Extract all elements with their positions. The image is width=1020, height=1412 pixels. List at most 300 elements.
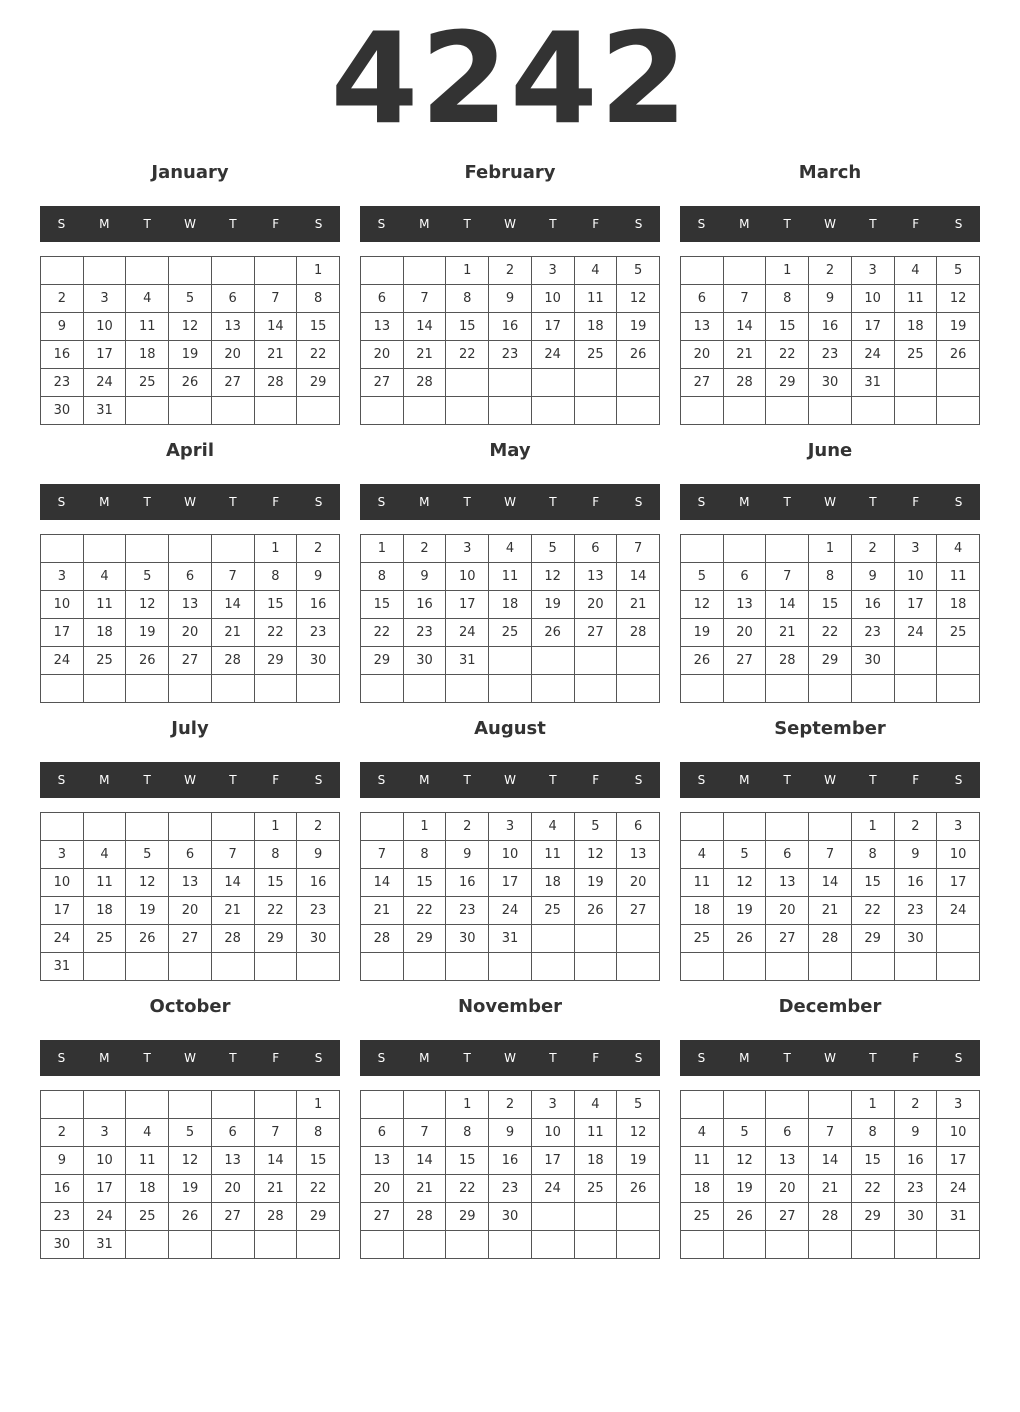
weekday-label: S [377,495,386,509]
day-cell: 26 [937,341,980,369]
day-cell: 3 [41,563,84,591]
day-cell: 4 [574,1091,617,1119]
day-cell: 29 [254,925,297,953]
week-row [41,285,340,313]
day-cell: 25 [574,1175,617,1203]
day-cell: 13 [723,591,766,619]
day-cell: 23 [894,897,937,925]
day-cell: 20 [211,1175,254,1203]
month-title: October [149,996,231,1017]
day-cell: 24 [83,369,126,397]
day-cell: 24 [531,1175,574,1203]
weekday-label: T [463,217,471,231]
day-cell: 18 [681,1175,724,1203]
day-cell: 3 [83,1119,126,1147]
empty-day-cell [361,1091,404,1119]
day-cell: 9 [809,285,852,313]
empty-day-cell [489,397,532,425]
empty-day-cell [937,647,980,675]
weekday-label: M [99,773,110,787]
empty-day-cell [489,647,532,675]
day-cell: 13 [211,1147,254,1175]
day-cell: 1 [851,813,894,841]
day-cell: 27 [211,1203,254,1231]
day-cell: 17 [851,313,894,341]
empty-day-cell [723,1231,766,1259]
day-cell: 24 [41,647,84,675]
day-cell: 13 [361,1147,404,1175]
day-cell: 21 [766,619,809,647]
day-cell: 15 [851,869,894,897]
day-cell: 12 [126,869,169,897]
day-cell: 8 [254,841,297,869]
day-cell: 26 [723,1203,766,1231]
empty-day-cell [894,675,937,703]
empty-day-cell [723,1091,766,1119]
day-cell: 25 [681,925,724,953]
empty-day-cell [937,397,980,425]
day-cell: 5 [169,1119,212,1147]
day-cell: 18 [937,591,980,619]
day-cell: 4 [894,257,937,285]
day-cell: 3 [894,535,937,563]
day-cell: 16 [403,591,446,619]
week-row [361,1091,660,1119]
week-row [41,563,340,591]
empty-day-cell [254,257,297,285]
day-cell: 28 [617,619,660,647]
day-cell: 20 [766,897,809,925]
day-cell: 10 [531,1119,574,1147]
week-row [361,535,660,563]
day-cell: 17 [41,619,84,647]
weekday-label: T [869,773,877,787]
empty-day-cell [126,953,169,981]
day-cell: 18 [83,619,126,647]
day-cell: 7 [809,841,852,869]
empty-day-cell [211,1231,254,1259]
day-cell: 7 [766,563,809,591]
day-cell: 30 [851,647,894,675]
weekday-label: W [504,773,516,787]
day-cell: 16 [894,869,937,897]
day-cell: 23 [894,1175,937,1203]
weekday-label: M [419,495,430,509]
weekday-header [680,1040,980,1076]
day-cell: 3 [489,813,532,841]
day-cell: 8 [297,1119,340,1147]
weekday-header [360,484,660,520]
day-cell: 8 [809,563,852,591]
day-cell: 21 [254,1175,297,1203]
empty-day-cell [446,397,489,425]
empty-day-cell [531,675,574,703]
day-cell: 12 [169,1147,212,1175]
day-cell: 8 [851,1119,894,1147]
day-cell: 2 [489,1091,532,1119]
day-cell: 27 [169,647,212,675]
weekday-label: M [739,1051,750,1065]
day-cell: 16 [297,869,340,897]
day-cell: 1 [403,813,446,841]
day-cell: 25 [531,897,574,925]
day-cell: 4 [126,1119,169,1147]
day-cell: 28 [361,925,404,953]
weekday-header [360,206,660,242]
day-cell: 14 [403,313,446,341]
empty-day-cell [574,1231,617,1259]
week-row [41,369,340,397]
day-cell: 5 [617,257,660,285]
weekday-label: T [549,773,557,787]
day-cell: 17 [937,869,980,897]
weekday-label: W [184,495,196,509]
empty-day-cell [809,813,852,841]
empty-day-cell [169,535,212,563]
day-grid [680,534,980,703]
week-row [681,1175,980,1203]
day-cell: 3 [41,841,84,869]
empty-day-cell [809,397,852,425]
day-cell: 10 [446,563,489,591]
weekday-label: S [697,773,706,787]
day-cell: 11 [83,869,126,897]
weekday-label: T [143,1051,151,1065]
week-row [41,897,340,925]
week-row [681,1119,980,1147]
day-cell: 27 [617,897,660,925]
empty-day-cell [894,953,937,981]
day-cell: 12 [937,285,980,313]
day-cell: 3 [446,535,489,563]
empty-day-cell [723,535,766,563]
day-cell: 27 [681,369,724,397]
day-cell: 28 [403,1203,446,1231]
day-cell: 27 [574,619,617,647]
empty-day-cell [937,675,980,703]
week-row [361,285,660,313]
weekday-label: T [783,217,791,231]
empty-day-cell [126,535,169,563]
week-row [41,619,340,647]
day-cell: 14 [211,591,254,619]
empty-day-cell [681,675,724,703]
weekday-label: W [504,495,516,509]
empty-day-cell [254,397,297,425]
day-cell: 11 [83,591,126,619]
empty-day-cell [681,397,724,425]
empty-day-cell [83,813,126,841]
day-cell: 28 [211,925,254,953]
day-cell: 19 [169,341,212,369]
day-cell: 5 [169,285,212,313]
day-cell: 14 [723,313,766,341]
week-row [681,647,980,675]
day-cell: 25 [894,341,937,369]
week-row [361,897,660,925]
weekday-label: S [697,1051,706,1065]
day-cell: 22 [851,1175,894,1203]
week-row [681,619,980,647]
day-grid [40,812,340,981]
day-cell: 2 [446,813,489,841]
day-cell: 5 [681,563,724,591]
day-cell: 25 [83,925,126,953]
week-row [681,563,980,591]
day-cell: 20 [361,341,404,369]
day-cell: 19 [531,591,574,619]
day-cell: 16 [894,1147,937,1175]
empty-day-cell [169,953,212,981]
day-cell: 29 [851,1203,894,1231]
day-cell: 6 [766,841,809,869]
week-row [361,1119,660,1147]
day-cell: 1 [361,535,404,563]
day-cell: 12 [723,869,766,897]
empty-day-cell [83,257,126,285]
empty-day-cell [403,257,446,285]
empty-day-cell [617,1231,660,1259]
empty-day-cell [766,397,809,425]
empty-day-cell [83,535,126,563]
year-title: 4242 [330,5,690,152]
empty-day-cell [361,257,404,285]
week-row [361,1147,660,1175]
day-grid [40,1090,340,1259]
day-cell: 1 [297,257,340,285]
day-cell: 11 [574,285,617,313]
day-cell: 12 [574,841,617,869]
empty-day-cell [937,369,980,397]
day-cell: 2 [894,813,937,841]
empty-day-cell [126,397,169,425]
empty-day-cell [531,369,574,397]
day-cell: 28 [809,925,852,953]
day-cell: 8 [446,1119,489,1147]
day-cell: 23 [41,1203,84,1231]
month-title: August [474,718,546,739]
day-cell: 25 [126,369,169,397]
empty-day-cell [851,675,894,703]
week-row [41,341,340,369]
weekday-label: T [783,1051,791,1065]
day-cell: 30 [403,647,446,675]
empty-day-cell [41,675,84,703]
day-cell: 19 [723,897,766,925]
day-cell: 11 [574,1119,617,1147]
weekday-label: T [463,1051,471,1065]
day-cell: 2 [297,813,340,841]
day-cell: 6 [211,1119,254,1147]
day-cell: 9 [894,841,937,869]
weekday-label: T [143,495,151,509]
day-cell: 26 [126,925,169,953]
weekday-label: S [954,495,963,509]
day-cell: 19 [937,313,980,341]
day-cell: 28 [403,369,446,397]
day-cell: 29 [809,647,852,675]
day-cell: 24 [83,1203,126,1231]
empty-day-cell [723,953,766,981]
day-cell: 8 [766,285,809,313]
weekday-label: T [229,217,237,231]
empty-day-cell [894,397,937,425]
day-grid [360,256,660,425]
day-cell: 13 [766,1147,809,1175]
day-cell: 31 [937,1203,980,1231]
empty-day-cell [574,397,617,425]
weekday-label: S [314,773,323,787]
weekday-label: F [592,495,600,509]
day-cell: 27 [766,925,809,953]
day-cell: 7 [254,1119,297,1147]
day-cell: 29 [403,925,446,953]
day-cell: 7 [211,563,254,591]
empty-day-cell [361,953,404,981]
day-cell: 5 [531,535,574,563]
day-cell: 7 [254,285,297,313]
day-cell: 9 [894,1119,937,1147]
day-cell: 6 [361,1119,404,1147]
empty-day-cell [531,647,574,675]
week-row [41,535,340,563]
day-cell: 4 [531,813,574,841]
weekday-label: T [463,773,471,787]
day-cell: 20 [574,591,617,619]
empty-day-cell [766,535,809,563]
day-cell: 4 [126,285,169,313]
weekday-label: W [184,773,196,787]
weekday-label: S [377,773,386,787]
weekday-header [360,762,660,798]
day-cell: 11 [937,563,980,591]
day-cell: 16 [297,591,340,619]
month-title: September [774,718,886,739]
empty-day-cell [297,675,340,703]
month-title: March [798,162,862,183]
week-row [681,257,980,285]
day-cell: 26 [126,647,169,675]
empty-day-cell [809,953,852,981]
weekday-label: S [377,1051,386,1065]
day-cell: 29 [851,925,894,953]
weekday-label: W [824,773,836,787]
week-row [361,1175,660,1203]
empty-day-cell [681,257,724,285]
empty-day-cell [83,675,126,703]
empty-day-cell [617,369,660,397]
empty-day-cell [126,813,169,841]
day-cell: 29 [446,1203,489,1231]
day-cell: 22 [851,897,894,925]
day-grid [40,256,340,425]
day-cell: 1 [809,535,852,563]
weekday-label: F [592,773,600,787]
day-cell: 6 [617,813,660,841]
day-cell: 24 [937,1175,980,1203]
day-cell: 12 [617,285,660,313]
empty-day-cell [531,953,574,981]
empty-day-cell [297,1231,340,1259]
day-cell: 20 [766,1175,809,1203]
day-cell: 21 [403,1175,446,1203]
day-grid [360,1090,660,1259]
empty-day-cell [851,953,894,981]
empty-day-cell [809,675,852,703]
week-row [361,369,660,397]
week-row [41,675,340,703]
empty-day-cell [211,397,254,425]
day-cell: 18 [126,341,169,369]
empty-day-cell [681,953,724,981]
empty-day-cell [211,675,254,703]
weekday-label: F [912,495,920,509]
day-cell: 15 [446,1147,489,1175]
day-cell: 27 [361,1203,404,1231]
day-cell: 4 [681,1119,724,1147]
day-cell: 15 [403,869,446,897]
empty-day-cell [403,397,446,425]
day-cell: 12 [617,1119,660,1147]
day-cell: 3 [937,1091,980,1119]
week-row [361,869,660,897]
day-cell: 24 [41,925,84,953]
day-cell: 31 [83,1231,126,1259]
day-cell: 18 [531,869,574,897]
weekday-label: T [869,217,877,231]
day-cell: 7 [361,841,404,869]
day-cell: 8 [446,285,489,313]
week-row [41,1119,340,1147]
day-cell: 2 [489,257,532,285]
weekday-label: M [419,217,430,231]
day-cell: 22 [297,341,340,369]
week-row [41,397,340,425]
day-cell: 16 [809,313,852,341]
day-cell: 17 [531,313,574,341]
weekday-label: S [697,217,706,231]
day-cell: 22 [297,1175,340,1203]
month-title: January [151,162,229,183]
month-title: April [165,440,215,461]
day-cell: 21 [403,341,446,369]
day-cell: 18 [681,897,724,925]
weekday-label: S [634,1051,643,1065]
day-cell: 29 [297,369,340,397]
day-cell: 10 [83,1147,126,1175]
day-cell: 27 [169,925,212,953]
day-cell: 23 [446,897,489,925]
day-cell: 5 [617,1091,660,1119]
empty-day-cell [574,925,617,953]
weekday-label: T [463,495,471,509]
day-cell: 19 [126,619,169,647]
day-cell: 3 [531,257,574,285]
week-row [361,1203,660,1231]
empty-day-cell [83,953,126,981]
day-cell: 31 [41,953,84,981]
day-cell: 10 [41,869,84,897]
day-cell: 1 [297,1091,340,1119]
day-cell: 1 [446,257,489,285]
day-cell: 30 [297,925,340,953]
day-cell: 17 [489,869,532,897]
day-cell: 18 [894,313,937,341]
weekday-label: F [272,495,280,509]
month-title: May [489,440,531,461]
weekday-label: T [783,773,791,787]
empty-day-cell [617,925,660,953]
